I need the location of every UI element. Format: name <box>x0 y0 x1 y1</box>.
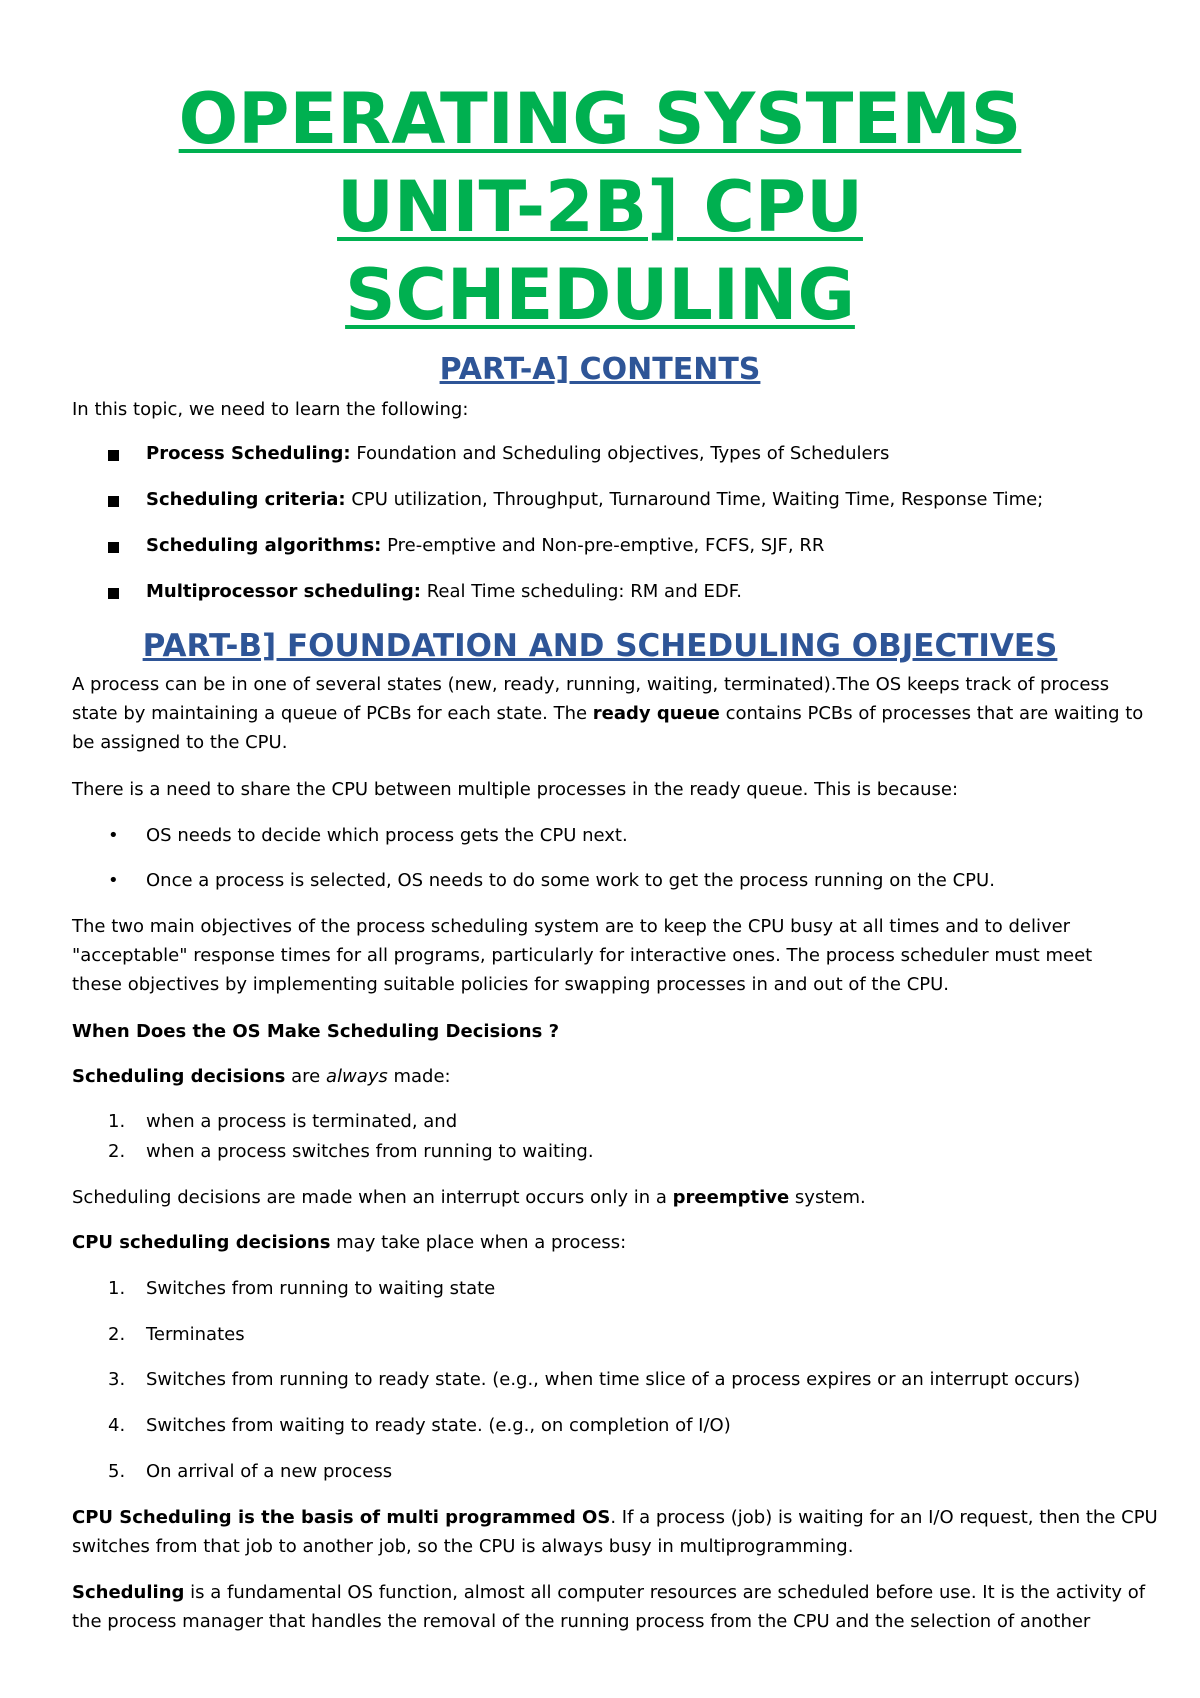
list-item: OS needs to decide which process gets the CPU next. <box>146 825 628 846</box>
paragraph-line: switches from that job to another job, so the CPU is always busy in multiprogramming. <box>72 1536 854 1557</box>
contents-item: Multiprocessor scheduling: Real Time scheduling: RM and EDF. <box>146 581 742 602</box>
paragraph-line: Scheduling decisions are made when an interrupt occurs only in a preemptive system. <box>72 1187 866 1208</box>
bullet-icon: • <box>108 870 119 891</box>
contents-item: Process Scheduling: Foundation and Scheduling objectives, Types of Schedulers <box>146 443 890 464</box>
part-a-heading: PART-A] CONTENTS <box>439 352 761 387</box>
contents-item: Scheduling criteria: CPU utilization, Throughput, Turnaround Time, Waiting Time, Response Time; <box>146 489 1044 510</box>
contents-item: Scheduling algorithms: Pre-emptive and Non-pre-emptive, FCFS, SJF, RR <box>146 535 825 556</box>
part-a-intro: In this topic, we need to learn the following: <box>72 399 469 420</box>
paragraph-line: CPU Scheduling is the basis of multi programmed OS. If a process (job) is waiting for an I/O request, then the CPU <box>72 1507 1158 1528</box>
paragraph-line: the process manager that handles the removal of the running process from the CPU and the selection of another <box>72 1611 1091 1632</box>
part-b-heading: PART-B] FOUNDATION AND SCHEDULING OBJECTIVES <box>142 628 1058 664</box>
subheading: When Does the OS Make Scheduling Decisions ? <box>72 1021 560 1042</box>
list-item: Switches from running to waiting state <box>146 1278 496 1299</box>
square-bullet-icon <box>108 491 119 513</box>
paragraph-line: be assigned to the CPU. <box>72 732 288 753</box>
list-item: On arrival of a new process <box>146 1461 393 1482</box>
paragraph-line: CPU scheduling decisions may take place when a process: <box>72 1232 627 1253</box>
list-number: 4. <box>108 1415 126 1436</box>
paragraph-line: A process can be in one of several states (new, ready, running, waiting, terminated).The OS keeps track of process <box>72 674 1110 695</box>
list-number: 2. <box>108 1324 126 1345</box>
paragraph-line: Scheduling decisions are always made: <box>72 1066 451 1087</box>
paragraph-line: Scheduling is a fundamental OS function, almost all computer resources are scheduled before use. It is the activity of <box>72 1582 1146 1603</box>
paragraph-line: "acceptable" response times for all programs, particularly for interactive ones. The process scheduler must meet <box>72 945 1093 966</box>
square-bullet-icon <box>108 583 119 605</box>
list-item: Switches from running to ready state. (e.g., when time slice of a process expires or an interrupt occurs) <box>146 1369 1081 1390</box>
square-bullet-icon <box>108 445 119 467</box>
document-title-line-2: UNIT-2B] CPU <box>337 166 863 248</box>
bullet-icon: • <box>108 825 119 846</box>
list-item: when a process is terminated, and <box>146 1111 458 1132</box>
document-title-line-1: OPERATING SYSTEMS <box>178 78 1022 160</box>
paragraph-line: these objectives by implementing suitable policies for swapping processes in and out of the CPU. <box>72 974 950 995</box>
list-item: Terminates <box>146 1324 245 1345</box>
list-item: when a process switches from running to waiting. <box>146 1141 594 1162</box>
document-title-line-3: SCHEDULING <box>345 254 855 336</box>
paragraph-line: state by maintaining a queue of PCBs for each state. The ready queue contains PCBs of processes that are waiting to <box>72 703 1144 724</box>
list-number: 1. <box>108 1111 126 1132</box>
list-number: 2. <box>108 1141 126 1162</box>
list-item: Once a process is selected, OS needs to do some work to get the process running on the CPU. <box>146 870 995 891</box>
list-number: 3. <box>108 1369 126 1390</box>
square-bullet-icon <box>108 537 119 559</box>
list-number: 5. <box>108 1461 126 1482</box>
list-number: 1. <box>108 1278 126 1299</box>
paragraph-line: There is a need to share the CPU between multiple processes in the ready queue. This is because: <box>72 779 959 800</box>
paragraph-line: The two main objectives of the process scheduling system are to keep the CPU busy at all times and to deliver <box>72 916 1071 937</box>
list-item: Switches from waiting to ready state. (e.g., on completion of I/O) <box>146 1415 731 1436</box>
